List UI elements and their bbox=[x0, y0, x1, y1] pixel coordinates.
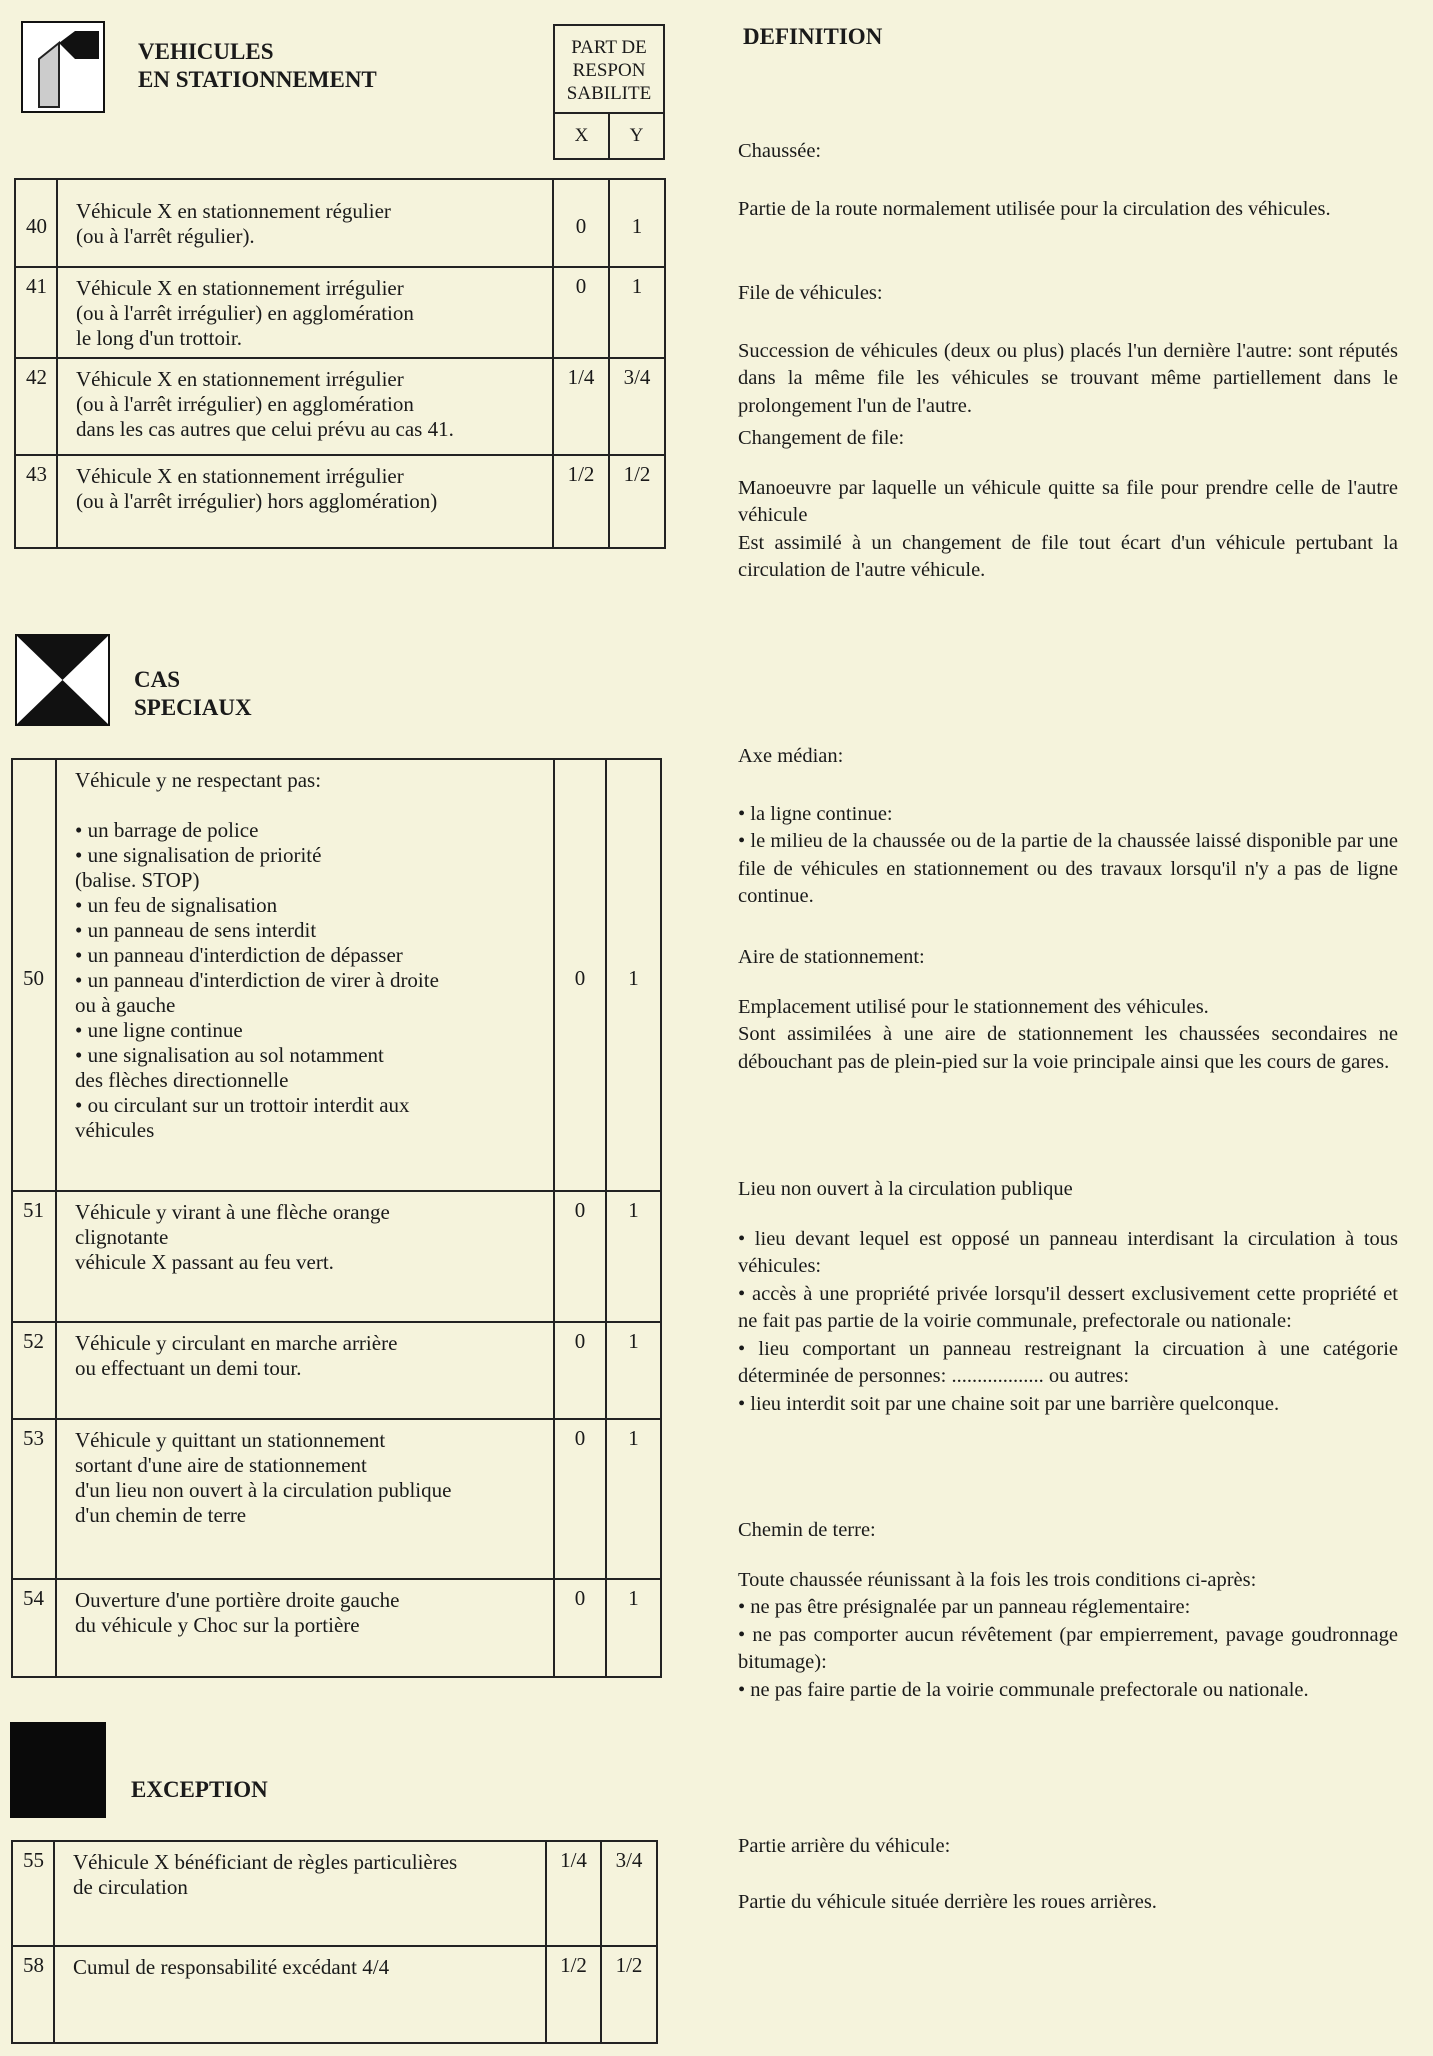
share-y: 3/4 bbox=[609, 358, 665, 455]
description-line: véhicules bbox=[75, 1118, 155, 1142]
table-row bbox=[12, 1841, 657, 1946]
case-number: 51 bbox=[12, 1191, 56, 1322]
case-description bbox=[56, 1322, 554, 1419]
definition-text: Est assimilé à un changement de file tout écart d'un véhicule pertubant la circulation de l'autre véhicule. bbox=[738, 531, 1398, 581]
definition-entry bbox=[738, 425, 1398, 585]
description-line: • un panneau d'interdiction de dépasser bbox=[75, 943, 403, 967]
case-description bbox=[54, 1946, 546, 2043]
description-line: • un panneau de sens interdit bbox=[75, 918, 317, 942]
table-row bbox=[15, 455, 665, 548]
definition-term: Chaussée: bbox=[738, 140, 822, 162]
table-row bbox=[12, 1322, 661, 1419]
definition-text: • le milieu de la chaussée ou de la partie de la chaussée laissé disponible par une file de véhicules en stationnement ou des travaux lorsqu'il n'y a pas de ligne continue. bbox=[738, 830, 1398, 907]
case-number: 55 bbox=[12, 1841, 54, 1946]
table-row bbox=[15, 179, 665, 267]
definition-entry bbox=[738, 1833, 1398, 1916]
section-title-exception: EXCEPTION bbox=[131, 1777, 268, 1802]
share-y: 1/2 bbox=[609, 455, 665, 548]
special-cases-icon bbox=[15, 634, 110, 726]
description-line: Véhicule X en stationnement régulier bbox=[76, 199, 391, 223]
share-x: 1/2 bbox=[546, 1946, 601, 2043]
description-line: dans les cas autres que celui prévu au cas 41. bbox=[76, 417, 454, 441]
share-x: 1/2 bbox=[553, 455, 609, 548]
definition-text: Emplacement utilisé pour le stationnement des véhicules. bbox=[738, 995, 1209, 1018]
description-line: (ou à l'arrêt irrégulier) en agglomération bbox=[76, 301, 414, 325]
case-number: 43 bbox=[15, 455, 57, 548]
description-line: de circulation bbox=[73, 1875, 188, 1899]
table-speciaux bbox=[11, 758, 662, 1678]
section-title-stationnement: VEHICULES EN STATIONNEMENT bbox=[138, 39, 377, 92]
share-y: 1 bbox=[606, 1419, 661, 1579]
definition-entry bbox=[738, 1517, 1398, 1704]
case-number: 41 bbox=[15, 267, 57, 358]
definition-text: • lieu comportant un panneau restreignant la circuation à une catégorie déterminée de personnes: .................. ou autres: bbox=[738, 1337, 1398, 1387]
share-x: 0 bbox=[553, 267, 609, 358]
definition-text: Partie de la route normalement utilisée pour la circulation des véhicules. bbox=[738, 197, 1331, 220]
definition-text: • lieu devant lequel est opposé un panneau interdisant la circulation à tous véhicules: bbox=[738, 1227, 1398, 1277]
definition-text: Sont assimilées à une aire de stationnement les chaussées secondaires ne débouchant pas de plein-pied sur la voie principale ainsi que les cours de gares. bbox=[738, 1023, 1398, 1073]
share-x: 0 bbox=[554, 1191, 606, 1322]
table-row bbox=[12, 1419, 661, 1579]
case-description bbox=[57, 179, 553, 267]
column-y-label: Y bbox=[629, 125, 644, 146]
definition-text: • la ligne continue: bbox=[738, 802, 893, 825]
definition-entry bbox=[738, 944, 1398, 1076]
definition-text: • accès à une propriété privée lorsqu'il dessert exclusivement cette propriété et ne fait pas partie de la voirie communale, prefectorale ou nationale: bbox=[738, 1282, 1398, 1332]
description-line: Véhicule X en stationnement irrégulier bbox=[76, 276, 404, 300]
definition-entry bbox=[738, 743, 1398, 911]
case-number: 42 bbox=[15, 358, 57, 455]
case-description bbox=[56, 1191, 554, 1322]
responsibility-header-title: PART DE RESPON SABILITE bbox=[555, 26, 663, 114]
case-description bbox=[56, 1579, 554, 1677]
description-line: • un feu de signalisation bbox=[75, 893, 278, 917]
description-line: le long d'un trottoir. bbox=[76, 326, 242, 350]
parking-section-icon bbox=[21, 21, 105, 113]
share-y: 3/4 bbox=[601, 1841, 657, 1946]
section-title-speciaux: CAS SPECIAUX bbox=[134, 667, 252, 720]
case-number: 53 bbox=[12, 1419, 56, 1579]
case-number: 50 bbox=[12, 759, 56, 1191]
case-number: 54 bbox=[12, 1579, 56, 1677]
description-line: Véhicule y quittant un stationnement bbox=[75, 1428, 386, 1452]
description-line: d'un chemin de terre bbox=[75, 1503, 247, 1527]
description-line bbox=[75, 793, 539, 818]
definition-text: Manoeuvre par laquelle un véhicule quitte sa file pour prendre celle de l'autre véhicule bbox=[738, 476, 1398, 526]
table-row bbox=[12, 1579, 661, 1677]
description-line: • une signalisation au sol notamment bbox=[75, 1043, 384, 1067]
share-y: 1 bbox=[609, 179, 665, 267]
description-line: sortant d'une aire de stationnement bbox=[75, 1453, 367, 1477]
definition-entry bbox=[738, 138, 1398, 223]
description-line: Véhicule y ne respectant pas: bbox=[75, 768, 322, 792]
description-line: Véhicule X en stationnement irrégulier bbox=[76, 367, 404, 391]
description-line: d'un lieu non ouvert à la circulation publique bbox=[75, 1478, 452, 1502]
share-x: 0 bbox=[554, 1579, 606, 1677]
share-x: 0 bbox=[553, 179, 609, 267]
definition-text: Toute chaussée réunissant à la fois les trois conditions ci-après: bbox=[738, 1568, 1257, 1591]
share-y: 1 bbox=[606, 759, 661, 1191]
description-line: (ou à l'arrêt régulier). bbox=[76, 224, 255, 248]
share-x: 0 bbox=[554, 759, 606, 1191]
responsibility-header bbox=[553, 24, 665, 160]
definition-term: Aire de stationnement: bbox=[738, 946, 925, 968]
table-row bbox=[12, 1946, 657, 2043]
description-line: ou effectuant un demi tour. bbox=[75, 1356, 302, 1380]
case-description bbox=[57, 358, 553, 455]
definitions-title: DEFINITION bbox=[743, 24, 883, 49]
definition-text: • ne pas être présignalée par un panneau réglementaire: bbox=[738, 1596, 1191, 1618]
share-x: 1/4 bbox=[546, 1841, 601, 1946]
case-number: 58 bbox=[12, 1946, 54, 2043]
definition-term: Axe médian: bbox=[738, 745, 844, 767]
case-description bbox=[54, 1841, 546, 1946]
case-number: 52 bbox=[12, 1322, 56, 1419]
case-description bbox=[56, 1419, 554, 1579]
description-line: véhicule X passant au feu vert. bbox=[75, 1250, 334, 1274]
case-description bbox=[57, 455, 553, 548]
definition-term: Chemin de terre: bbox=[738, 1519, 876, 1541]
description-line: (ou à l'arrêt irrégulier) en agglomération bbox=[76, 392, 414, 416]
definition-text: • ne pas faire partie de la voirie communale prefectorale ou nationale. bbox=[738, 1678, 1309, 1701]
table-row bbox=[12, 1191, 661, 1322]
definition-term: Partie arrière du véhicule: bbox=[738, 1835, 951, 1857]
description-line: du véhicule y Choc sur la portière bbox=[75, 1613, 360, 1637]
description-line: Véhicule X en stationnement irrégulier bbox=[76, 464, 404, 488]
definition-entry bbox=[738, 280, 1398, 420]
exception-icon bbox=[10, 1722, 106, 1818]
description-line: Cumul de responsabilité excédant 4/4 bbox=[73, 1955, 390, 1979]
table-row bbox=[15, 267, 665, 358]
definition-entry bbox=[738, 1176, 1398, 1418]
table-exception bbox=[11, 1840, 658, 2044]
description-line: clignotante bbox=[75, 1225, 169, 1249]
table-stationnement bbox=[14, 178, 666, 549]
description-line: Véhicule X bénéficiant de règles particulières bbox=[73, 1850, 458, 1874]
description-line: • un barrage de police bbox=[75, 818, 259, 842]
share-x: 0 bbox=[554, 1322, 606, 1419]
definition-text: • ne pas comporter aucun révêtement (par empierrement, pavage goudronnage bitumage): bbox=[738, 1623, 1398, 1673]
definition-text: Partie du véhicule située derrière les roues arrières. bbox=[738, 1890, 1157, 1913]
share-y: 1 bbox=[606, 1579, 661, 1677]
case-number: 40 bbox=[15, 179, 57, 267]
description-line: (balise. STOP) bbox=[75, 868, 200, 892]
definition-text: • lieu interdit soit par une chaine soit par une barrière quelconque. bbox=[738, 1392, 1280, 1415]
description-line: (ou à l'arrêt irrégulier) hors agglomération) bbox=[76, 489, 438, 513]
description-line: • ou circulant sur un trottoir interdit aux bbox=[75, 1093, 410, 1117]
description-line: Véhicule y circulant en marche arrière bbox=[75, 1331, 398, 1355]
share-y: 1/2 bbox=[601, 1946, 657, 2043]
share-y: 1 bbox=[606, 1191, 661, 1322]
description-line: ou à gauche bbox=[75, 993, 176, 1017]
share-y: 1 bbox=[609, 267, 665, 358]
definition-term: Changement de file: bbox=[738, 427, 905, 449]
definition-term: File de véhicules: bbox=[738, 282, 883, 304]
table-row bbox=[12, 759, 661, 1191]
description-line: Ouverture d'une portière droite gauche bbox=[75, 1588, 400, 1612]
share-x: 1/4 bbox=[553, 358, 609, 455]
definition-term: Lieu non ouvert à la circulation publique bbox=[738, 1178, 1073, 1200]
description-line: • un panneau d'interdiction de virer à droite bbox=[75, 968, 439, 992]
case-description bbox=[56, 759, 554, 1191]
description-line: Véhicule y virant à une flèche orange bbox=[75, 1200, 390, 1224]
case-description bbox=[57, 267, 553, 358]
description-line: • une signalisation de priorité bbox=[75, 843, 322, 867]
table-row bbox=[15, 358, 665, 455]
definition-text: Succession de véhicules (deux ou plus) placés l'un dernière l'autre: sont réputés dans la même file les véhicules se trouvant même partiellement dans le prolongement l'un de l'autre. bbox=[738, 339, 1398, 417]
column-x-label: X bbox=[555, 114, 610, 160]
description-line: des flèches directionnelle bbox=[75, 1068, 289, 1092]
share-y: 1 bbox=[606, 1322, 661, 1419]
share-x: 0 bbox=[554, 1419, 606, 1579]
description-line: • une ligne continue bbox=[75, 1018, 243, 1042]
